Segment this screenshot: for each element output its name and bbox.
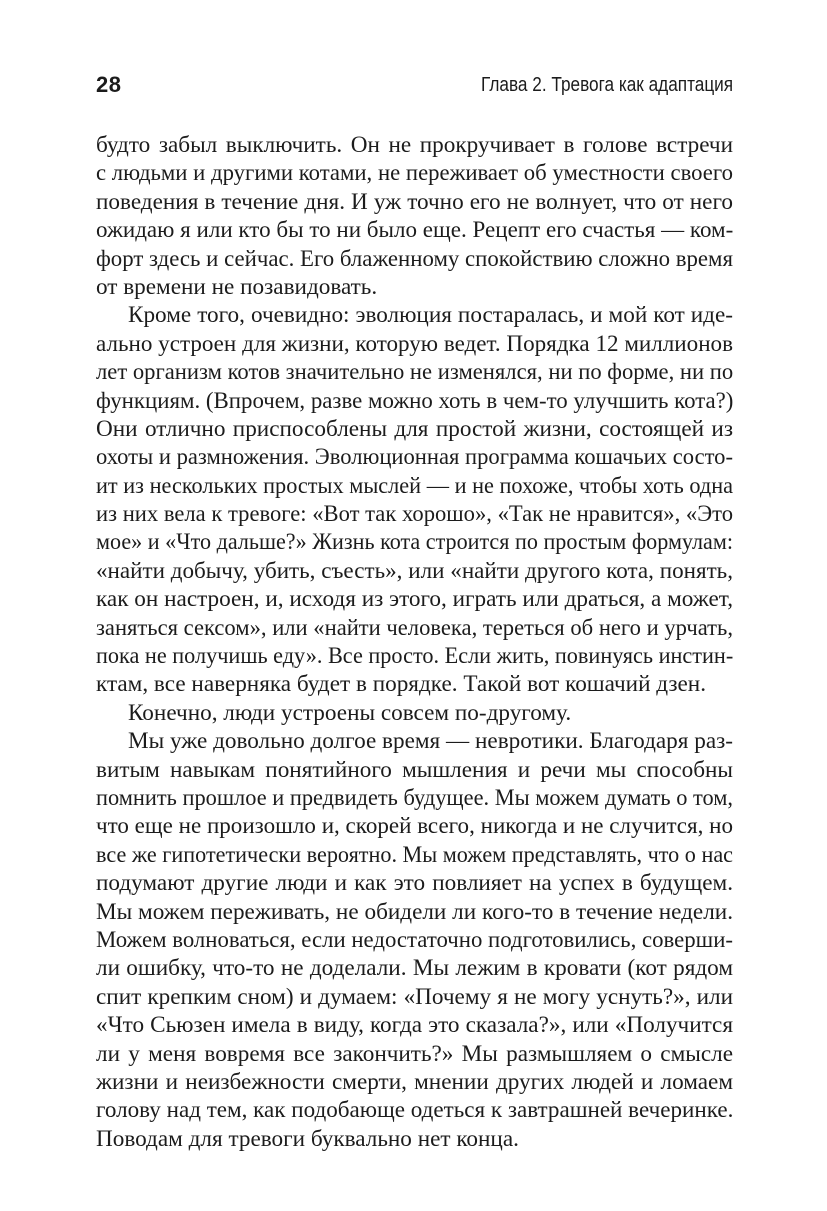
text-line: из них вела к тревоге: «Вот так хорошо», «Так не нравится», «Это bbox=[96, 501, 733, 528]
text-line: с людьми и другими котами, не переживает об уместности своего bbox=[96, 160, 733, 187]
text-line: подумают другие люди и как это повлияет на успех в будущем. bbox=[96, 870, 733, 897]
text-line: Мы уже довольно долгое время — невротики. Благодаря раз- bbox=[128, 728, 733, 755]
text-line: все же гипотетически вероятно. Мы можем представлять, что о нас bbox=[96, 841, 734, 868]
text-line: ктам, все наверняка будет в порядке. Такой вот кошачий дзен. bbox=[96, 671, 707, 698]
text-line: ли ошибку, что-то не доделали. Мы лежим в кровати (кот рядом bbox=[96, 955, 733, 982]
text-line: ли у меня вовремя все закончить?» Мы размышляем о смысле bbox=[96, 1040, 733, 1067]
page-header bbox=[96, 70, 733, 106]
text-line: заняться сексом», или «найти человека, тереться об него и урчать, bbox=[96, 614, 733, 641]
text-line: форт здесь и сейчас. Его блаженному спокойствию сложно время bbox=[96, 245, 733, 272]
text-line: Конечно, люди устроены совсем по-другому. bbox=[128, 699, 572, 726]
text-line: ально устроен для жизни, которую ведет. Порядка 12 миллионов bbox=[96, 330, 733, 357]
text-line: ожидаю я или кто бы то ни было еще. Рецепт его счастья — ком- bbox=[96, 217, 734, 244]
text-line: лет организм котов значительно не изменялся, ни по форме, ни по bbox=[96, 359, 734, 386]
text-line: от времени не позавидовать. bbox=[96, 273, 378, 300]
text-line: поведения в течение дня. И уж точно его не волнует, что от него bbox=[96, 188, 733, 215]
text-line: Поводам для тревоги буквально нет конца. bbox=[96, 1125, 519, 1152]
text-line: функциям. (Впрочем, разве можно хоть в чем-то улучшить кота?) bbox=[96, 387, 734, 414]
text-line: Кроме того, очевидно: эволюция постаралась, и мой кот иде- bbox=[128, 302, 733, 329]
text-line: жизни и неизбежности смерти, мнении других людей и ломаем bbox=[96, 1068, 733, 1095]
page-number: 28 bbox=[96, 72, 122, 97]
text-line: витым навыкам понятийного мышления и речи мы способны bbox=[96, 756, 733, 783]
text-line: спит крепким сном) и думаем: «Почему я не могу уснуть?», или bbox=[96, 983, 733, 1010]
text-line: Можем волноваться, если недостаточно подготовились, соверши- bbox=[96, 926, 733, 953]
text-line: «Что Сьюзен имела в виду, когда это сказала?», или «Получится bbox=[96, 1012, 733, 1039]
text-line: мое» и «Что дальше?» Жизнь кота строится по простым формулам: bbox=[96, 529, 734, 556]
text-line: что еще не произошло и, скорей всего, никогда и не случится, но bbox=[96, 813, 734, 840]
text-line: голову над тем, как подобающе одеться к завтрашней вечеринке. bbox=[96, 1097, 734, 1124]
body-text bbox=[96, 131, 733, 1153]
running-head: Глава 2. Тревога как адаптация bbox=[480, 74, 733, 96]
text-line: будто забыл выключить. Он не прокручивает в голове встречи bbox=[96, 132, 733, 158]
text-line: охоты и размножения. Эволюционная программа кошачьих состо- bbox=[96, 444, 733, 471]
text-line: Мы можем переживать, не обидели ли кого-то в течение недели. bbox=[96, 898, 733, 925]
text-line: «найти добычу, убить, съесть», или «найти другого кота, понять, bbox=[96, 557, 733, 584]
text-line: как он настроен, и, исходя из этого, играть или драться, а может, bbox=[96, 586, 733, 613]
text-line: помнить прошлое и предвидеть будущее. Мы можем думать о том, bbox=[96, 784, 734, 811]
text-line: пока не получишь еду». Все просто. Если жить, повинуясь инстин- bbox=[96, 643, 734, 670]
text-line: ит из нескольких простых мыслей — и не похоже, чтобы хоть одна bbox=[96, 472, 734, 499]
text-line: Они отлично приспособлены для простой жизни, состоящей из bbox=[96, 415, 733, 442]
